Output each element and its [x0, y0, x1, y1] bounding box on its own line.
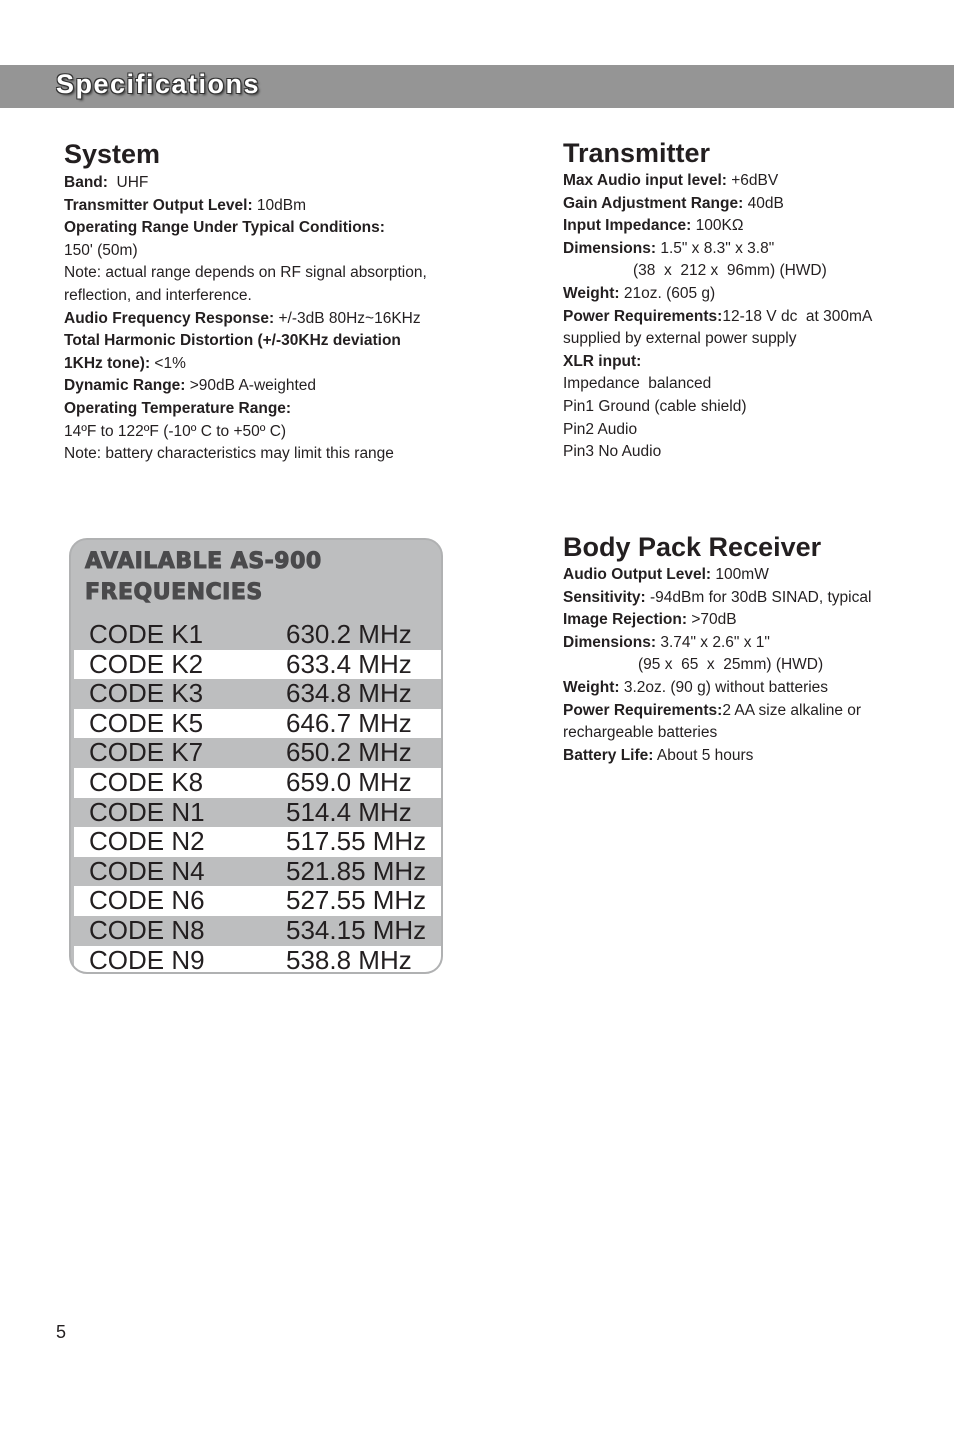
- system-spec-line: [64, 195, 504, 218]
- frequency-code: CODE N6: [89, 885, 205, 916]
- transmitter-spec-label: Max Audio input level:: [563, 172, 727, 189]
- transmitter-spec-line: [563, 215, 943, 238]
- frequency-title-line1: AVAILABLE AS-900: [85, 549, 322, 574]
- transmitter-spec-line: [563, 396, 943, 419]
- frequency-code: CODE N1: [89, 796, 205, 827]
- system-spec-label: Operating Range Under Typical Conditions:: [64, 219, 385, 237]
- transmitter-spec-value: Pin3 No Audio: [563, 443, 662, 461]
- system-spec-label: 1KHz tone):: [64, 354, 151, 372]
- receiver-spec-line: [563, 587, 943, 610]
- receiver-spec-label: Power Requirements:: [563, 701, 723, 719]
- receiver-spec-line: [563, 722, 943, 745]
- frequency-code: CODE N4: [89, 855, 205, 886]
- transmitter-spec-label: XLR input:: [563, 352, 642, 370]
- transmitter-section: [563, 138, 943, 464]
- receiver-spec-label: Image Rejection:: [563, 611, 688, 629]
- system-spec-value: reflection, and interference.: [64, 286, 252, 304]
- frequency-value: 534.15 MHz: [286, 914, 427, 945]
- system-spec-label: Band:: [64, 174, 108, 191]
- receiver-spec-value: About 5 hours: [653, 746, 754, 764]
- receiver-spec-value: -94dBm for 30dB SINAD, typical: [645, 588, 872, 606]
- system-heading: System: [64, 139, 161, 169]
- frequency-value: 633.4 MHz: [286, 648, 412, 679]
- receiver-spec-line: [563, 654, 943, 677]
- receiver-spec-value: 100mW: [711, 566, 769, 583]
- system-spec-line: [64, 375, 504, 398]
- system-spec-label: Total Harmonic Distortion (+/-30KHz deviation: [64, 332, 401, 350]
- frequency-code: CODE K7: [89, 737, 204, 768]
- system-spec-value: Note: actual range depends on RF signal absorption,: [64, 264, 427, 282]
- frequency-row: [74, 620, 442, 650]
- frequency-value: 514.4 MHz: [286, 796, 412, 827]
- transmitter-spec-label: Input Impedance:: [563, 217, 692, 235]
- frequency-row: [74, 946, 442, 974]
- frequency-rows: [74, 620, 442, 974]
- receiver-spec-label: Weight:: [563, 678, 620, 696]
- system-spec-value: <1%: [150, 354, 186, 372]
- system-spec-line: [64, 421, 504, 444]
- system-spec-value: 10dBm: [252, 196, 307, 214]
- receiver-spec-value: >70dB: [687, 611, 737, 629]
- system-spec-line: [64, 330, 504, 353]
- system-spec-line: [64, 443, 504, 466]
- receiver-spec-label: Audio Output Level:: [563, 566, 712, 583]
- system-spec-list: [64, 172, 504, 466]
- frequency-table: [69, 538, 443, 974]
- system-spec-line: [64, 240, 504, 263]
- transmitter-spec-value: Impedance balanced: [563, 375, 712, 393]
- frequency-code: CODE K5: [89, 707, 204, 738]
- receiver-spec-label: Battery Life:: [563, 746, 654, 764]
- receiver-spec-value: rechargeable batteries: [563, 724, 718, 742]
- system-spec-label: Operating Temperature Range:: [64, 399, 292, 417]
- system-spec-line: [64, 285, 504, 308]
- frequency-code: CODE K8: [89, 766, 204, 797]
- transmitter-spec-label: Weight:: [563, 284, 620, 302]
- transmitter-spec-value: 100KΩ: [691, 217, 744, 235]
- transmitter-spec-line: [563, 283, 943, 306]
- transmitter-spec-line: [563, 351, 943, 374]
- transmitter-spec-value: Pin1 Ground (cable shield): [563, 397, 747, 415]
- system-spec-value: >90dB A-weighted: [185, 377, 317, 395]
- transmitter-spec-value: 21oz. (605 g): [619, 284, 716, 302]
- receiver-spec-value: 3.74" x 2.6" x 1": [656, 633, 770, 651]
- receiver-spec-value: 3.2oz. (90 g) without batteries: [619, 678, 829, 696]
- frequency-row: [74, 709, 442, 739]
- frequency-value: 527.55 MHz: [286, 885, 427, 916]
- frequency-value: 517.55 MHz: [286, 826, 427, 857]
- system-spec-label: Audio Frequency Response:: [64, 309, 275, 327]
- transmitter-spec-line: [563, 170, 943, 193]
- receiver-section: [563, 532, 943, 767]
- transmitter-spec-value: +6dBV: [726, 172, 779, 189]
- frequency-code: CODE K3: [89, 678, 204, 709]
- frequency-value: 650.2 MHz: [286, 737, 412, 768]
- system-spec-line: [64, 353, 504, 376]
- system-spec-value: UHF: [107, 174, 149, 191]
- transmitter-spec-line: [563, 238, 943, 261]
- receiver-spec-label: Sensitivity:: [563, 588, 646, 606]
- transmitter-spec-line: [563, 419, 943, 442]
- system-spec-line: [64, 398, 504, 421]
- system-spec-line: [64, 172, 504, 195]
- frequency-table-title: [85, 546, 322, 608]
- system-spec-label: Dynamic Range:: [64, 377, 186, 395]
- frequency-code: CODE K2: [89, 648, 204, 679]
- system-spec-value: Note: battery characteristics may limit this range: [64, 445, 394, 463]
- receiver-spec-line: [563, 609, 943, 632]
- frequency-value: 538.8 MHz: [286, 944, 412, 974]
- transmitter-spec-value: 12-18 V dc at 300mA: [722, 307, 873, 325]
- frequency-row: [74, 827, 442, 857]
- frequency-code: CODE N9: [89, 944, 205, 974]
- frequency-code: CODE K1: [89, 619, 204, 649]
- system-spec-value: 14ºF to 122ºF (-10º C to +50º C): [64, 422, 287, 440]
- frequency-code: CODE N8: [89, 914, 205, 945]
- transmitter-spec-value: supplied by external power supply: [563, 330, 797, 348]
- frequency-value: 646.7 MHz: [286, 707, 412, 738]
- receiver-spec-label: Dimensions:: [563, 633, 657, 651]
- frequency-value: 521.85 MHz: [286, 855, 427, 886]
- transmitter-spec-list: [563, 170, 943, 464]
- frequency-code: CODE N2: [89, 826, 205, 857]
- frequency-row: [74, 798, 442, 828]
- receiver-spec-value: 2 AA size alkaline or: [722, 701, 862, 719]
- transmitter-heading: Transmitter: [563, 138, 711, 168]
- frequency-row: [74, 886, 442, 916]
- receiver-spec-value: (95 x 65 x 25mm) (HWD): [638, 656, 824, 674]
- page-number: 5: [56, 1322, 67, 1342]
- transmitter-spec-line: [563, 306, 943, 329]
- frequency-title-line2: FREQUENCIES: [85, 580, 263, 605]
- transmitter-spec-line: [563, 441, 943, 464]
- frequency-value: 630.2 MHz: [286, 619, 412, 649]
- page-title: Specifications: [56, 69, 261, 99]
- receiver-spec-line: [563, 677, 943, 700]
- header-bar: [0, 65, 954, 108]
- system-spec-value: +/-3dB 80Hz~16KHz: [274, 309, 421, 327]
- frequency-value: 634.8 MHz: [286, 678, 412, 709]
- receiver-spec-line: [563, 564, 943, 587]
- transmitter-spec-line: [563, 193, 943, 216]
- receiver-spec-line: [563, 632, 943, 655]
- frequency-row: [74, 857, 442, 887]
- system-section: [64, 139, 504, 466]
- transmitter-spec-label: Gain Adjustment Range:: [563, 194, 744, 212]
- transmitter-spec-line: [563, 260, 943, 283]
- transmitter-spec-value: 1.5" x 8.3" x 3.8": [656, 239, 775, 257]
- system-spec-value: 150' (50m): [64, 241, 138, 259]
- transmitter-spec-line: [563, 328, 943, 351]
- receiver-spec-list: [563, 564, 943, 767]
- system-spec-line: [64, 308, 504, 331]
- transmitter-spec-value: (38 x 212 x 96mm) (HWD): [633, 262, 827, 280]
- frequency-row: [74, 650, 442, 680]
- frequency-row: [74, 768, 442, 798]
- receiver-spec-line: [563, 700, 943, 723]
- transmitter-spec-label: Dimensions:: [563, 239, 657, 257]
- frequency-value: 659.0 MHz: [286, 766, 412, 797]
- frequency-row: [74, 738, 442, 768]
- system-spec-label: Transmitter Output Level:: [64, 196, 253, 214]
- transmitter-spec-label: Power Requirements:: [563, 307, 723, 325]
- system-spec-line: [64, 262, 504, 285]
- receiver-spec-line: [563, 745, 943, 768]
- frequency-row: [74, 679, 442, 709]
- transmitter-spec-line: [563, 373, 943, 396]
- transmitter-spec-value: 40dB: [743, 194, 784, 212]
- transmitter-spec-value: Pin2 Audio: [563, 420, 638, 438]
- receiver-heading: Body Pack Receiver: [563, 532, 822, 562]
- system-spec-line: [64, 217, 504, 240]
- frequency-row: [74, 916, 442, 946]
